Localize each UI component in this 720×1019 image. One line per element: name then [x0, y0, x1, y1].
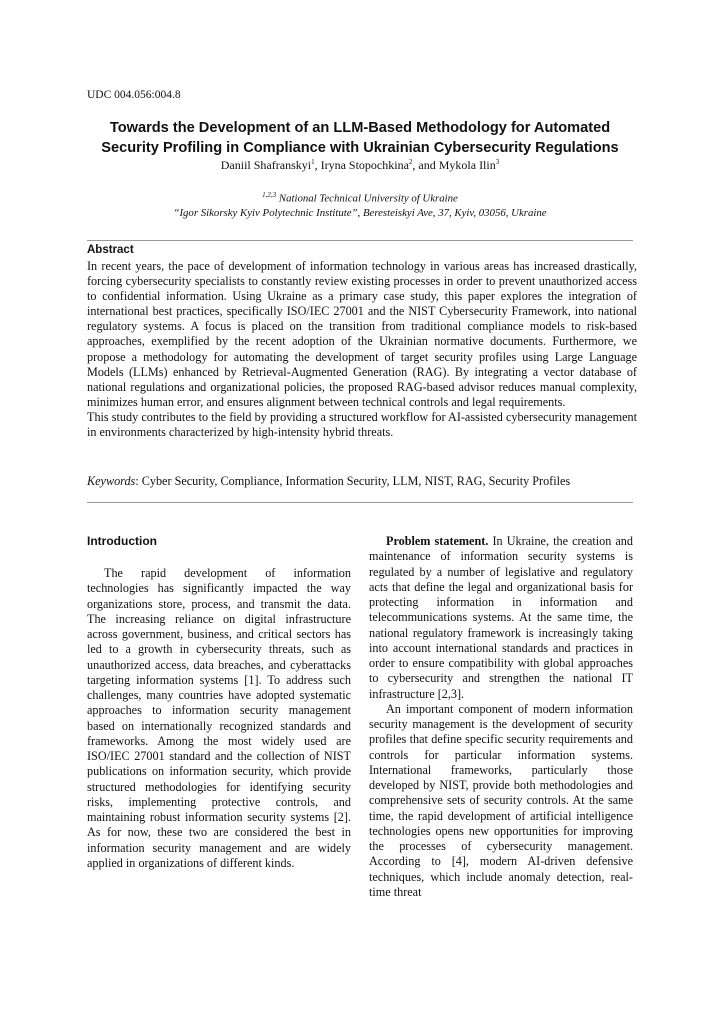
divider-top: [87, 240, 633, 241]
introduction-column: [87, 566, 351, 871]
divider-bottom: [87, 502, 633, 503]
affiliation-line-2: “Igor Sikorsky Kyiv Polytechnic Institute”, Beresteiskyi Ave, 37, Kyiv, 03056, Ukraine: [173, 206, 547, 219]
abstract-heading: Abstract: [87, 244, 134, 256]
author-name: Mykola Ilin: [438, 158, 496, 172]
title-line-2: Security Profiling in Compliance with Ukrainian Cybersecurity Regulations: [101, 139, 619, 156]
author-name: Iryna Stopochkina: [320, 158, 409, 172]
keywords: [87, 474, 647, 489]
author-sup: 1: [311, 158, 315, 166]
author-sup: 3: [495, 158, 500, 166]
abstract-body: [87, 259, 637, 440]
problem-paragraph: An important component of modern information security management is the development of security profiles that define specific security requirements and controls for particular information systems. International frameworks, particularly those developed by NIST, provide both methodologies and comprehensive sets of security controls. At the same time, the rapid development of artificial intelligence technologies opens new opportunities for improving the processes of cybersecurity management. According to [4], modern AI-driven defensive techniques, which include anomaly detection, real-time threat: [369, 701, 633, 899]
introduction-heading: Introduction: [87, 534, 157, 548]
affiliation-sup: 1,2,3: [262, 191, 277, 199]
affiliation-line-1: [87, 188, 633, 206]
keywords-label: Keywords: [87, 474, 136, 488]
title-line-1: Towards the Development of an LLM-Based Methodology for Automated: [109, 120, 611, 136]
introduction-paragraph: The rapid development of information technologies has significantly impacted the way organizations store, process, and transmit the data. The increasing reliance on digital infrastructure across government, business, and critical sectors has led to a growth in cybersecurity threats, such as unauthorized access, data breaches, and cyberattacks targeting information systems [1]. To address such challenges, many countries have adopted systematic approaches to information security management based on internationally recognized standards and frameworks. Among the most widely used are ISO/IEC 27001 standard and the collection of NIST publications on information security, which provide structured methodologies for identifying security risks, implementing protective controls, and maintaining robust information security systems [2]. As for now, these two are considered the best in information security management and are widely applied in organizations of different kinds.: [87, 566, 351, 870]
abstract-paragraph: This study contributes to the field by providing a structured workflow for AI-assisted cybersecurity management in environments characterized by high-intensity hybrid threats.: [87, 409, 637, 440]
author-separator: ,: [314, 158, 321, 172]
abstract-paragraph: In recent years, the pace of development of information technology in various areas has increased drastically, forcing cybersecurity specialists to constantly review existing processes in order to prevent unauthorized access to confidential information. Using Ukraine as a primary case study, this paper explores the integration of international best practices, specifically ISO/IEC 27001 and the NIST Cybersecurity Framework, into national regulatory systems. A focus is placed on the transition from traditional compliance models to risk-based approaches, exemplified by the recent adoption of the Ukrainian normative documents. Furthermore, we propose a methodology for automating the development of target security profiles using Large Language Models (LLMs) enhanced by Retrieval-Augmented Generation (RAG). By integrating a vector database of national regulations and organizational policies, the proposed RAG-based advisor reduces manual complexity, minimizes human error, and ensures alignment between technical controls and legal requirements.: [87, 259, 637, 409]
author-sup: 2: [408, 158, 413, 166]
problem-paragraph-text: In Ukraine, the creation and maintenance of information security systems is regulated by a number of legislative and regulatory acts that define the legal and organizational basis for protecting information in information and telecommunications systems. At the same time, the national regulatory framework is increasingly taking into account international standards and practices in order to ensure compatibility with global approaches to cybersecurity and strengthen the national IT infrastructure [2,3].: [369, 534, 633, 701]
affiliation: [87, 188, 633, 220]
problem-paragraph: [369, 534, 633, 702]
keywords-text: : Cyber Security, Compliance, Information Security, LLM, NIST, RAG, Security Profiles: [135, 474, 571, 488]
author-list: [87, 158, 633, 173]
author-name: Daniil Shafranskyi: [220, 158, 312, 172]
problem-statement-lead: Problem statement.: [386, 534, 489, 548]
udc-code: UDC 004.056:004.8: [87, 89, 181, 101]
affiliation-institution: National Technical University of Ukraine: [276, 192, 458, 205]
paper-title: [87, 119, 633, 158]
problem-statement-column: [369, 534, 633, 900]
author-separator: , and: [412, 158, 439, 172]
